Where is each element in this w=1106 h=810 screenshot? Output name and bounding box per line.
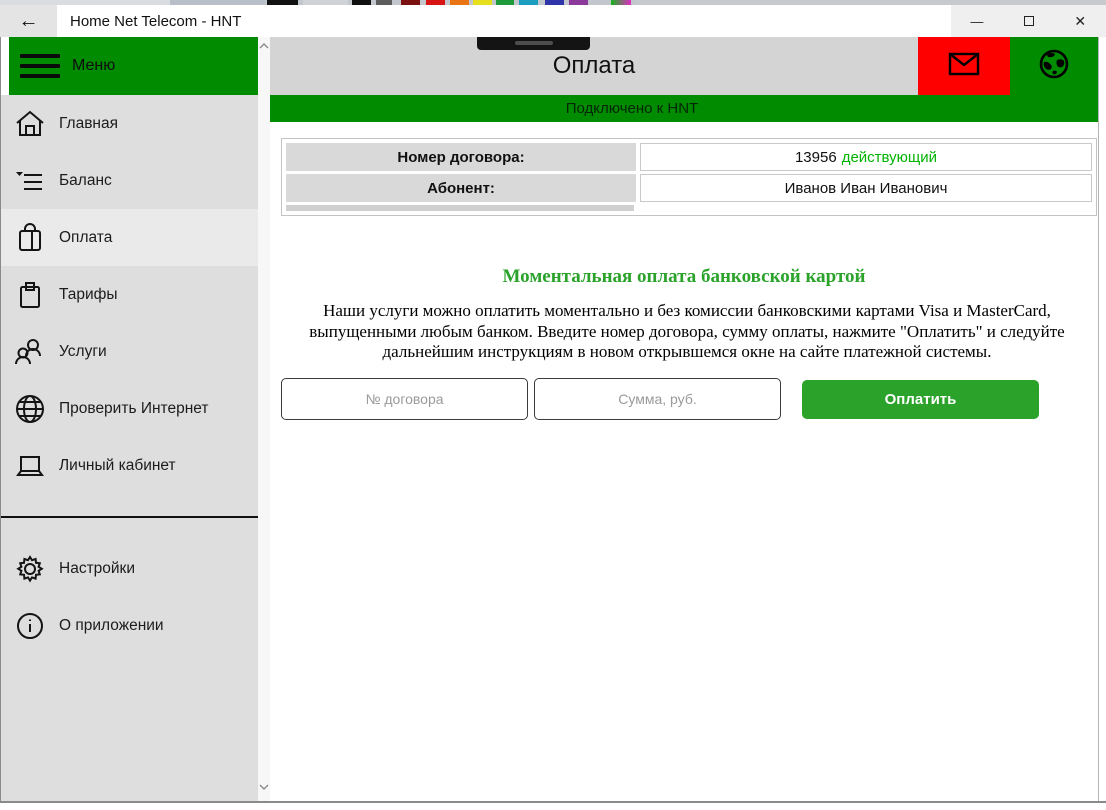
sidebar-item-label: Тарифы <box>59 285 118 303</box>
shopping-bag-icon <box>1 220 59 256</box>
sidebar-item-settings[interactable] <box>1 540 258 597</box>
sidebar-item-balance[interactable] <box>1 152 258 209</box>
page-title: Оплата <box>270 37 918 95</box>
envelope-icon <box>942 49 986 84</box>
menu-label: Меню <box>72 57 116 74</box>
app-body <box>0 37 1106 801</box>
table-row <box>286 143 1092 171</box>
language-globe-button[interactable] <box>1010 37 1098 95</box>
contract-number-input[interactable] <box>281 378 528 420</box>
laptop-icon <box>1 448 59 484</box>
menu-scrollbar[interactable] <box>258 37 270 801</box>
table-horizontal-scrollbar[interactable] <box>286 205 634 211</box>
sidebar-item-services[interactable] <box>1 323 258 380</box>
contract-number: 13956 <box>794 148 837 166</box>
sidebar-item-label: Настройки <box>59 559 136 577</box>
sidebar-item-label: Проверить Интернет <box>59 399 209 417</box>
back-button[interactable] <box>0 5 57 37</box>
subscriber-value: Иванов Иван Иванович <box>640 174 1092 202</box>
sidebar-item-home[interactable] <box>1 95 258 152</box>
payment-section-heading: Моментальная оплата банковской картой <box>502 266 866 287</box>
connection-status-text: Подключено к HNT <box>565 100 699 117</box>
maximize-button[interactable] <box>1003 5 1055 37</box>
close-icon: ✕ <box>1074 12 1087 29</box>
maximize-icon <box>1024 16 1034 26</box>
close-button[interactable] <box>1054 5 1106 37</box>
sidebar-item-tariffs[interactable] <box>1 266 258 323</box>
titlebar <box>0 5 1106 37</box>
pay-button[interactable]: Оплатить <box>802 380 1039 419</box>
sidebar-item-payment[interactable] <box>1 209 258 266</box>
amount-input[interactable] <box>534 378 781 420</box>
contract-number-label: Номер договора: <box>286 143 636 171</box>
contract-status-badge: действующий <box>841 148 938 166</box>
info-icon <box>1 608 59 644</box>
window-title: Home Net Telecom - HNT <box>70 12 242 30</box>
menu-scroll-down-icon[interactable] <box>258 781 270 793</box>
sidebar-menu <box>0 37 258 801</box>
sidebar-item-label: Личный кабинет <box>59 456 176 474</box>
contract-number-value <box>640 143 1092 171</box>
payment-page <box>270 37 1106 801</box>
account-info-table <box>281 138 1097 216</box>
drag-handle-bar <box>477 37 590 50</box>
minimize-icon: — <box>970 13 984 29</box>
window-controls <box>951 5 1106 37</box>
balance-list-icon <box>1 163 59 199</box>
payment-description: Наши услуги можно оплатить моментально и без комиссии банковскими картами Visa и MasterCard, выпущенными любым банком. Введите номер договора, сумму оплаты, нажмите "Оплатить" и следуйте дальнейшим инструкциям в новом открывшемся окне на сайте платежной системы. <box>309 301 1065 362</box>
sidebar-item-about[interactable] <box>1 597 258 654</box>
minimize-button[interactable] <box>951 5 1003 37</box>
menu-toggle[interactable] <box>9 37 258 95</box>
sidebar-item-label: Баланс <box>59 171 112 189</box>
table-row <box>286 174 1092 202</box>
page-header <box>270 37 1098 95</box>
people-icon <box>1 334 59 370</box>
drag-handle-grip <box>515 41 553 45</box>
clipboard-icon <box>1 277 59 313</box>
sidebar-footer <box>1 518 258 654</box>
globe-wire-icon <box>1 391 59 427</box>
subscriber-label: Абонент: <box>286 174 636 202</box>
sidebar-item-account[interactable] <box>1 437 258 494</box>
sidebar-item-check-internet[interactable] <box>1 380 258 437</box>
home-icon <box>1 106 59 142</box>
hamburger-icon <box>20 51 60 81</box>
gear-icon <box>1 551 59 587</box>
earth-globe-icon <box>1037 47 1071 86</box>
sidebar-item-label: О приложении <box>59 616 164 634</box>
sidebar-item-label: Главная <box>59 114 118 132</box>
mail-button[interactable] <box>918 37 1010 95</box>
content-scrollbar-track[interactable] <box>1098 37 1106 801</box>
sidebar-item-label: Услуги <box>59 342 107 360</box>
payment-form <box>281 378 1106 420</box>
menu-header <box>1 37 258 95</box>
sidebar-item-label: Оплата <box>59 228 113 246</box>
back-arrow-icon: ← <box>18 9 39 32</box>
connection-status-bar <box>270 95 1098 122</box>
menu-scroll-up-icon[interactable] <box>258 40 270 52</box>
